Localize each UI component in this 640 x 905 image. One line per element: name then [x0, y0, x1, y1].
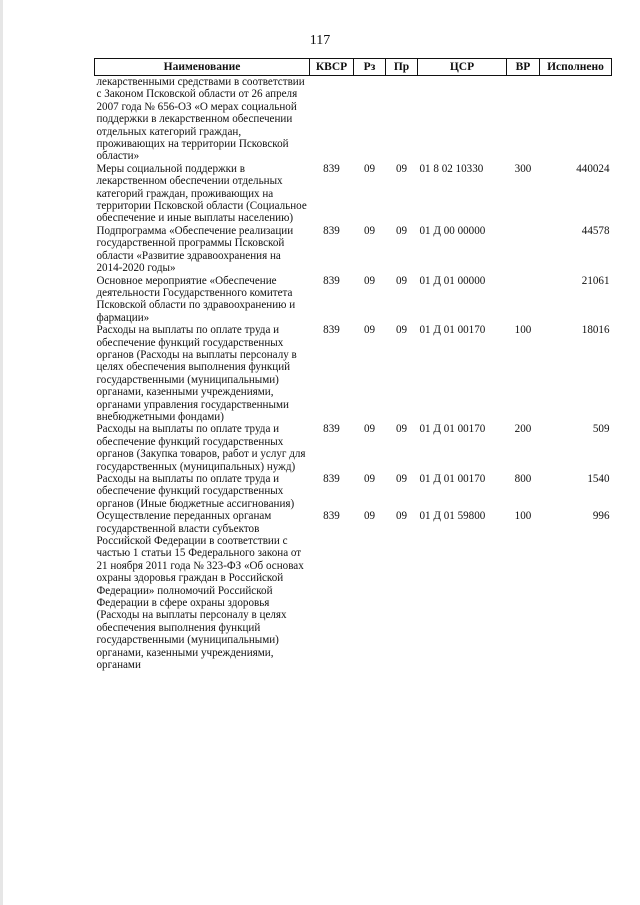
row-pr: 09 [395, 510, 408, 523]
row-kvsr: 839 [323, 423, 340, 436]
row-pr: 09 [395, 324, 408, 337]
row-vr [507, 275, 540, 325]
row-pr: 09 [395, 473, 408, 485]
row-kvsr: 839 [323, 162, 340, 175]
row-csr: 01 Д 01 00170 [419, 324, 486, 337]
row-vr: 800 [514, 473, 532, 485]
row-name: Меры социальной поддержки в лекарственном обеспечении отдельных категорий граждан, проживающих на территории Псковской области (Социальное обеспечение и иные выплаты населению) [96, 162, 307, 225]
row-kvsr: 839 [323, 324, 340, 337]
row-pr: 09 [395, 423, 408, 436]
header-csr: ЦСР [418, 59, 507, 76]
header-amount: Исполнено [540, 59, 612, 76]
row-kvsr: 839 [323, 224, 340, 237]
table-row [95, 76, 612, 163]
row-vr: 300 [514, 162, 532, 175]
row-csr: 01 Д 01 59800 [419, 510, 486, 523]
row-amount: 509 [592, 423, 610, 436]
table-row [95, 225, 612, 275]
row-vr: 100 [514, 510, 532, 523]
row-vr: 200 [514, 423, 532, 436]
row-name: Расходы на выплаты по оплате труда и обеспечение функций государственных органов (Иные бюджетные ассигнования) [96, 473, 295, 510]
row-kvsr [310, 76, 354, 163]
row-amount: 21061 [581, 274, 610, 287]
budget-table [94, 58, 612, 672]
table-row [95, 423, 612, 473]
row-amount [540, 76, 612, 163]
row-name: Подпрограмма «Обеспечение реализации государственной программы Псковской области «Развитие здравоохранения на 2014-2020 годы» [96, 224, 294, 275]
row-rz: 09 [363, 162, 376, 175]
page-number: 117 [309, 33, 331, 48]
row-kvsr: 839 [323, 473, 340, 485]
row-vr [507, 76, 540, 163]
row-pr: 09 [395, 224, 408, 237]
row-rz: 09 [363, 423, 376, 436]
header-vr: ВР [507, 59, 540, 76]
header-name: Наименование [95, 59, 310, 76]
row-kvsr: 839 [323, 274, 340, 287]
row-rz: 09 [363, 473, 376, 485]
table-row [95, 473, 612, 510]
row-name: Расходы на выплаты по оплате труда и обеспечение функций государственных органов (Расходы на выплаты персоналу в целях обеспечения выполнения функций государственными (муниципальными) органами, казенными учреждениями, органами управления государственными внебюджетными фондами) [96, 324, 297, 423]
row-amount: 44578 [581, 224, 610, 237]
row-kvsr: 839 [323, 510, 340, 523]
row-pr: 09 [395, 274, 408, 287]
row-name: Осуществление переданных органам государственной власти субъектов Российской Федерации в соответствии с частью 1 статьи 15 Федерального закона от 21 ноября 2011 года № 323-ФЗ «Об основах охраны здоровья граждан в Российской Федерации» полномочий Российской Федерации в сфере охраны здоровья (Расходы на выплаты персоналу в целях обеспечения выполнения функций государственными (муниципальными) органами, казенными учреждениями, органами [96, 510, 304, 672]
row-csr: 01 Д 01 00170 [419, 473, 486, 485]
table-row [95, 324, 612, 423]
table-row [95, 510, 612, 671]
row-amount: 996 [592, 510, 610, 523]
row-amount: 18016 [581, 324, 610, 337]
row-rz: 09 [363, 510, 376, 523]
row-name: Основное мероприятие «Обеспечение деятельности Государственного комитета Псковской области по здравоохранению и фармации» [96, 274, 296, 324]
row-pr [386, 76, 418, 163]
row-csr [418, 76, 507, 163]
row-name: лекарственными средствами в соответствии с Законом Псковской области от 26 апреля 2007 года № 656-ОЗ «О мерах социальной поддержки в лекарственном обеспечении отдельных категорий граждан, проживающих на территории Псковской области» [96, 76, 305, 163]
row-pr: 09 [395, 162, 408, 175]
row-csr: 01 8 02 10330 [419, 162, 484, 175]
row-rz: 09 [363, 224, 376, 237]
scan-edge [0, 0, 3, 905]
row-rz: 09 [363, 274, 376, 287]
row-amount: 440024 [576, 162, 610, 175]
header-pr: Пр [386, 59, 418, 76]
row-csr: 01 Д 01 00000 [419, 274, 486, 287]
row-name: Расходы на выплаты по оплате труда и обеспечение функций государственных органов (Закупка товаров, работ и услуг для государственных (муниципальных) нужд) [96, 423, 306, 473]
row-vr: 100 [514, 324, 532, 337]
header-rz: Рз [354, 59, 386, 76]
row-vr [507, 225, 540, 275]
table-header-row [95, 59, 612, 76]
table-row [95, 275, 612, 325]
row-rz [354, 76, 386, 163]
table-row [95, 163, 612, 225]
header-kvsr: КВСР [310, 59, 354, 76]
row-rz: 09 [363, 324, 376, 337]
row-amount: 1540 [587, 473, 610, 485]
row-csr: 01 Д 01 00170 [419, 423, 486, 436]
row-csr: 01 Д 00 00000 [419, 224, 486, 237]
